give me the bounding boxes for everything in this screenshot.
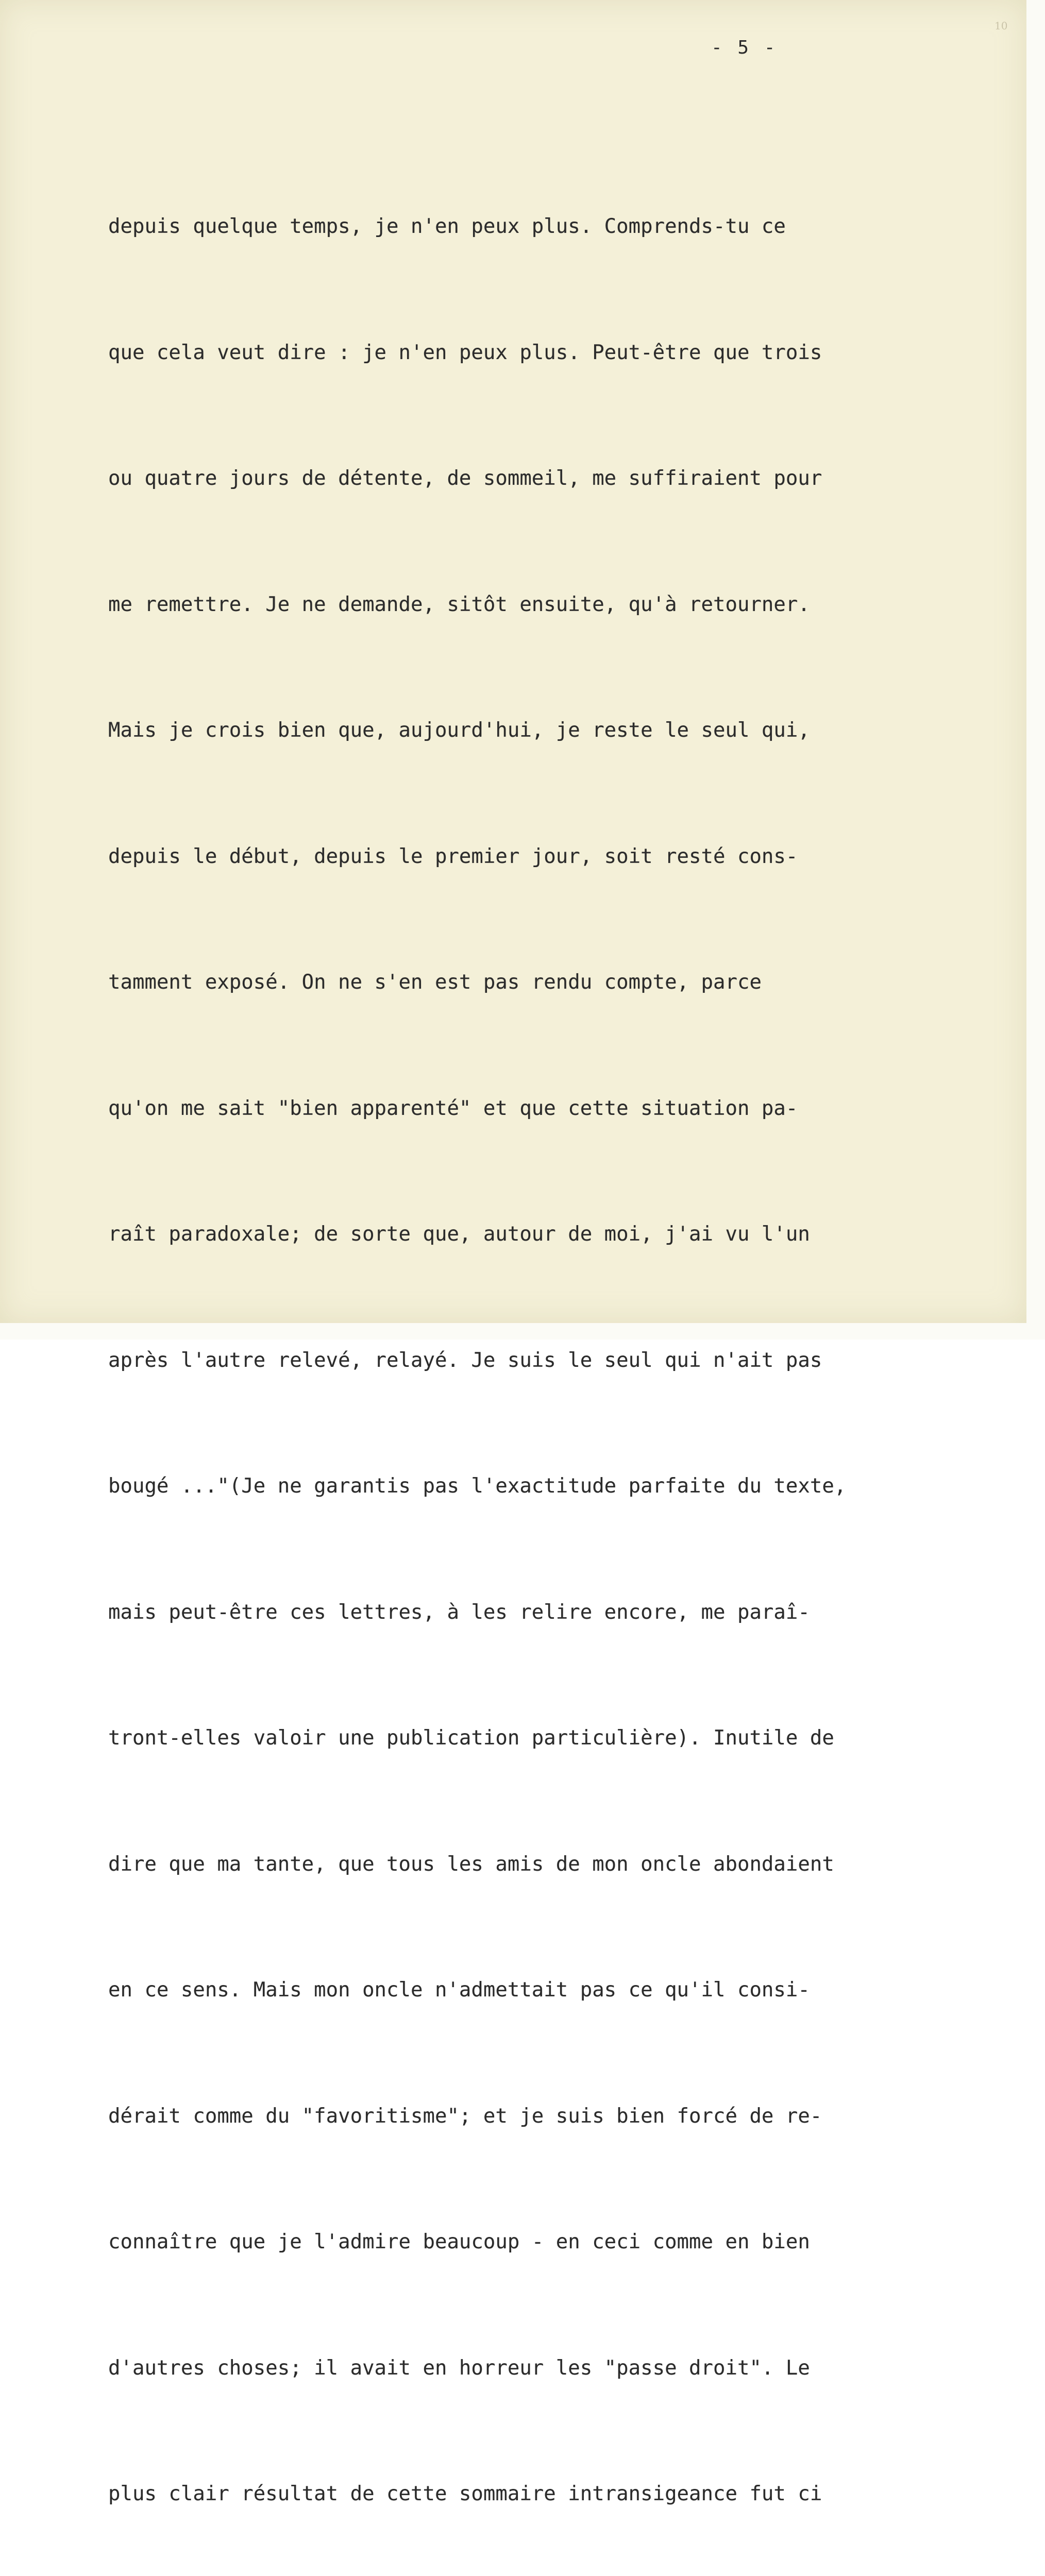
text-line: Mais je crois bien que, aujourd'hui, je reste le seul qui, [108,719,810,742]
text-line: bougé ..."(Je ne garantis pas l'exactitude parfaite du texte, [108,1475,847,1498]
text-line: plus clair résultat de cette sommaire intransigeance fut ci [108,2482,822,2505]
text-line: en ce sens. Mais mon oncle n'admettait pas ce qu'il consi- [108,1978,810,2002]
typed-body-text [108,122,881,2576]
text-line: depuis le début, depuis le premier jour, soit resté cons- [108,844,798,868]
text-line: me remettre. Je ne demande, sitôt ensuite, qu'à retourner. [108,592,810,616]
text-line: depuis quelque temps, je n'en peux plus. Comprends-tu ce [108,215,786,238]
text-line: raît paradoxale; de sorte que, autour de moi, j'ai vu l'un [108,1223,810,1246]
text-line: qu'on me sait "bien apparenté" et que cette situation pa- [108,1096,798,1120]
text-line: ou quatre jours de détente, de sommeil, me suffiraient pour [108,467,822,490]
scan-margin-right [1026,0,1045,1340]
text-line: dire que ma tante, que tous les amis de mon oncle abondaient [108,1852,834,1876]
page-number: - 5 - [711,37,778,58]
text-line: tamment exposé. On ne s'en est pas rendu compte, parce [108,971,762,994]
scan-margin-bottom [0,1323,1045,1340]
text-line: connaître que je l'admire beaucoup - en ceci comme en bien [108,2230,810,2253]
text-line: tront-elles valoir une publication particulière). Inutile de [108,1726,834,1750]
text-line: mais peut-être ces lettres, à les relire encore, me paraî- [108,1600,810,1624]
corner-pencil-mark: 10 [995,20,1008,32]
text-line: que cela veut dire : je n'en peux plus. Peut-être que trois [108,341,822,364]
text-line: après l'autre relevé, relayé. Je suis le seul qui n'ait pas [108,1348,822,1372]
text-line: dérait comme du "favoritisme"; et je suis bien forcé de re- [108,2104,822,2128]
text-line: d'autres choses; il avait en horreur les "passe droit". Le [108,2356,810,2380]
